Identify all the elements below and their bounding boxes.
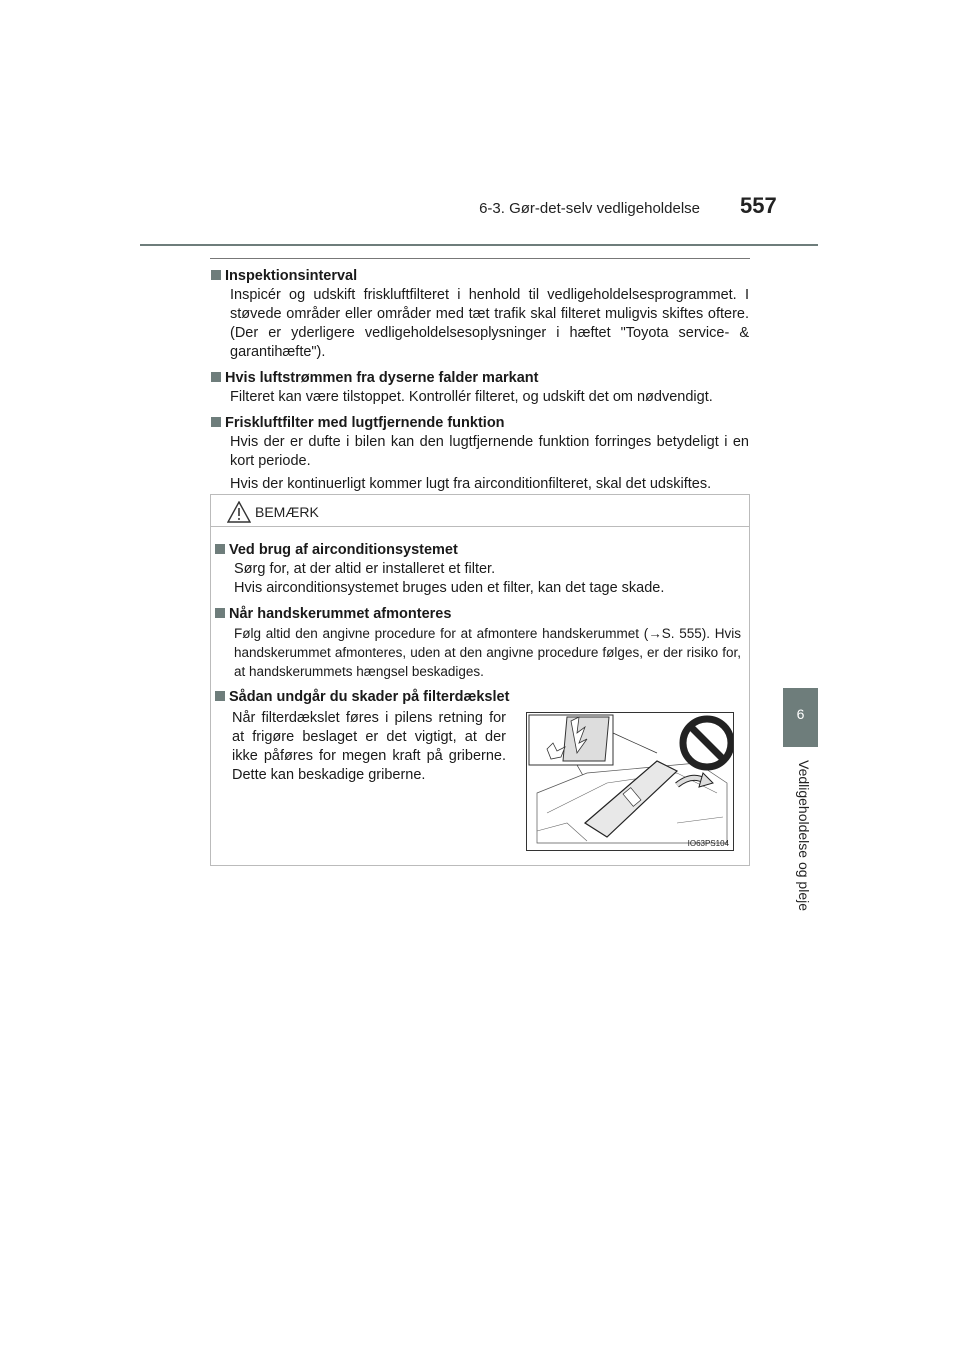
notice-title: BEMÆRK — [255, 504, 319, 520]
notice-header — [211, 495, 749, 527]
section-paragraph: Hvis der er dufte i bilen kan den lugtfjernende funktion forringes betydeligt i en kort periode. — [230, 434, 749, 469]
notice-figure-text: Når filterdækslet føres i pilens retning for at frigøre beslaget er det vigtigt, at der ikke påføres for megen kraft på griberne. Dette kan beskadige griberne. — [232, 710, 506, 783]
warning-triangle-icon — [227, 501, 251, 523]
square-bullet-icon — [215, 691, 225, 701]
notice-text: Sørg for, at der altid er installeret et filter. Hvis airconditionsystemet bruges uden et filter, kan det tage skade. — [234, 561, 665, 596]
figure-code: IO63PS104 — [687, 839, 729, 848]
square-bullet-icon — [215, 608, 225, 618]
section-heading: Inspektionsinterval — [211, 266, 749, 286]
section-paragraph: Hvis der kontinuerligt kommer lugt fra airconditionfilteret, skal det udskiftes. — [230, 476, 712, 492]
content-top-rule — [210, 258, 750, 259]
chapter-title: Vedligeholdelse og pleje — [796, 760, 812, 912]
notice-box — [210, 494, 750, 866]
filter-cover-drawing — [527, 713, 733, 850]
notice-heading: Ved brug af airconditionsystemet — [215, 540, 741, 560]
section-paragraph: Filteret kan være tilstoppet. Kontrollér filteret, og udskift det om nødvendigt. — [230, 389, 713, 405]
square-bullet-icon — [215, 544, 225, 554]
notice-text: Følg altid den angivne procedure for at afmontere handskerummet (→S. 555). Hvis handskerummet afmonteres, uden at den angivne procedure følges, er der risiko for, at handskerummets hængsel beskadiges. — [234, 626, 741, 679]
square-bullet-icon — [211, 417, 221, 427]
notice-heading: Når handskerummet afmonteres — [215, 604, 741, 624]
notice-heading: Sådan undgår du skader på filterdækslet — [215, 687, 741, 707]
square-bullet-icon — [211, 270, 221, 280]
main-content — [211, 266, 749, 494]
square-bullet-icon — [211, 372, 221, 382]
notice-body — [215, 540, 741, 707]
section-heading: Friskluftfilter med lugtfjernende funktion — [211, 413, 749, 433]
section-heading: Hvis luftstrømmen fra dyserne falder markant — [211, 368, 749, 388]
section-title: 6-3. Gør-det-selv vedligeholdelse — [479, 200, 700, 217]
chapter-number: 6 — [796, 706, 805, 722]
page-number: 557 — [740, 193, 777, 218]
filter-cover-illustration — [526, 712, 734, 851]
header-rule — [140, 244, 818, 246]
section-paragraph: Inspicér og udskift friskluftfilteret i henhold til vedligeholdelsesprogrammet. I støvede områder eller områder med tæt trafik skal filteret muligvis skiftes oftere. (Der er yderligere vedligeholdelsesoplysninger i hæftet "Toyota service- & garantihæfte"). — [230, 287, 749, 360]
